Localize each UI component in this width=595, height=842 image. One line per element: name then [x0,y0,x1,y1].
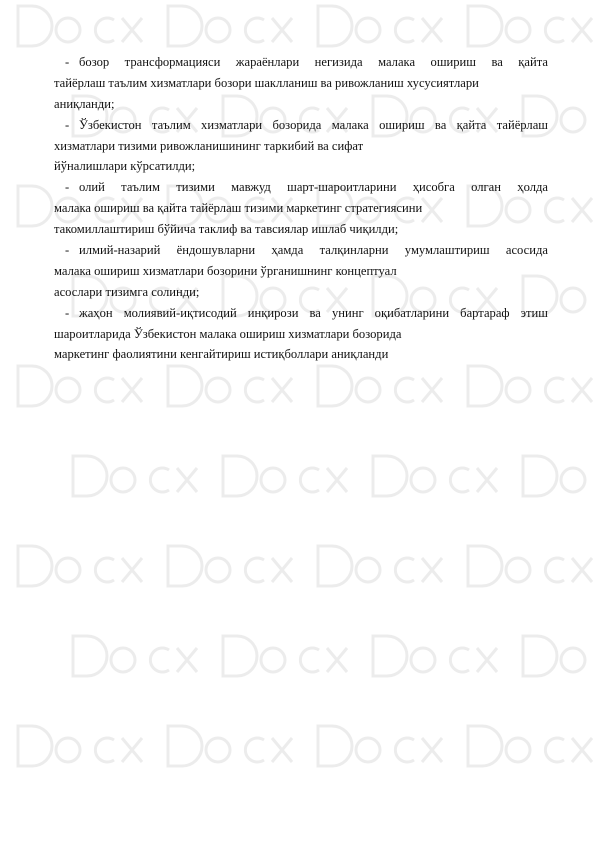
line-text: жаҳон молиявий-иқтисодий инқирози ва унинг оқибатларини бартараф этиш [79,305,548,320]
list-dash: - [65,243,70,258]
list-item [54,240,548,303]
watermark-tile [468,546,592,586]
list-item-line: шароитларида Ўзбекистон малака ошириш хизматлари бозорида [54,326,402,341]
watermark-tile [373,636,497,676]
watermark-tile [318,6,442,46]
list-item [54,303,548,366]
list-item-line: маркетинг фаолиятини кенгайтириш истиқболлари аниқланди [54,347,389,362]
watermark-tile [523,636,595,676]
watermark-tile [18,546,142,586]
list-item-line: аниқланди; [54,96,115,111]
watermark-tile [318,366,442,406]
list-item-line: такомиллаштириш бўйича таклиф ва тавсиялар ишлаб чиқилди; [54,222,399,237]
list-dash: - [65,180,70,195]
watermark-tile [223,636,347,676]
document-body [54,52,548,365]
watermark-tile [18,6,142,46]
list-item-line: йўналишлари кўрсатилди; [54,159,196,174]
watermark-tile [168,546,292,586]
list-item [54,115,548,178]
list-item-first-line [54,303,548,324]
list-item-first-line [54,177,548,198]
watermark-tile [373,456,497,496]
line-text: илмий-назарий ёндошувларни ҳамда талқинларни умумлаштириш асосида [79,243,548,258]
list-item-first-line [54,240,548,261]
list-item-line: малака ошириш хизматлари бозорини ўрганишнинг концептуал [54,263,397,278]
watermark-tile [468,726,592,766]
watermark-tile [318,726,442,766]
list-dash: - [65,117,70,132]
watermark-tile [468,366,592,406]
list-item-first-line [54,115,548,136]
watermark-tile [73,456,197,496]
list-dash: - [65,305,70,320]
watermark-tile [73,636,197,676]
list-item [54,177,548,240]
watermark-tile [168,726,292,766]
watermark-tile [168,6,292,46]
watermark-tile [468,6,592,46]
line-text: Ўзбекистон таълим хизматлари бозорида малака ошириш ва қайта тайёрлаш [79,117,548,132]
watermark-tile [18,726,142,766]
watermark-tile [18,366,142,406]
line-text: бозор трансформацияси жараёнлари негизида малака ошириш ва қайта [79,55,548,69]
list-item-line: хизматлари тизими ривожланишининг таркибий ва сифат [54,138,364,153]
list-item-line: асослари тизимга солинди; [54,284,200,299]
list-item-line: тайёрлаш таълим хизматлари бозори шаклланиш ва ривожланиш хусусиятлари [54,75,479,90]
list-item-line: малака ошириш ва қайта тайёрлаш тизими маркетинг стратегиясини [54,201,423,216]
watermark-tile [523,456,595,496]
list-item-first-line [54,52,548,73]
watermark-tile [318,546,442,586]
list-dash: - [65,55,70,69]
watermark-tile [168,366,292,406]
watermark-tile [223,456,347,496]
list-item [54,52,548,115]
line-text: олий таълим тизими мавжуд шарт-шароитларини ҳисобга олган ҳолда [79,180,548,195]
